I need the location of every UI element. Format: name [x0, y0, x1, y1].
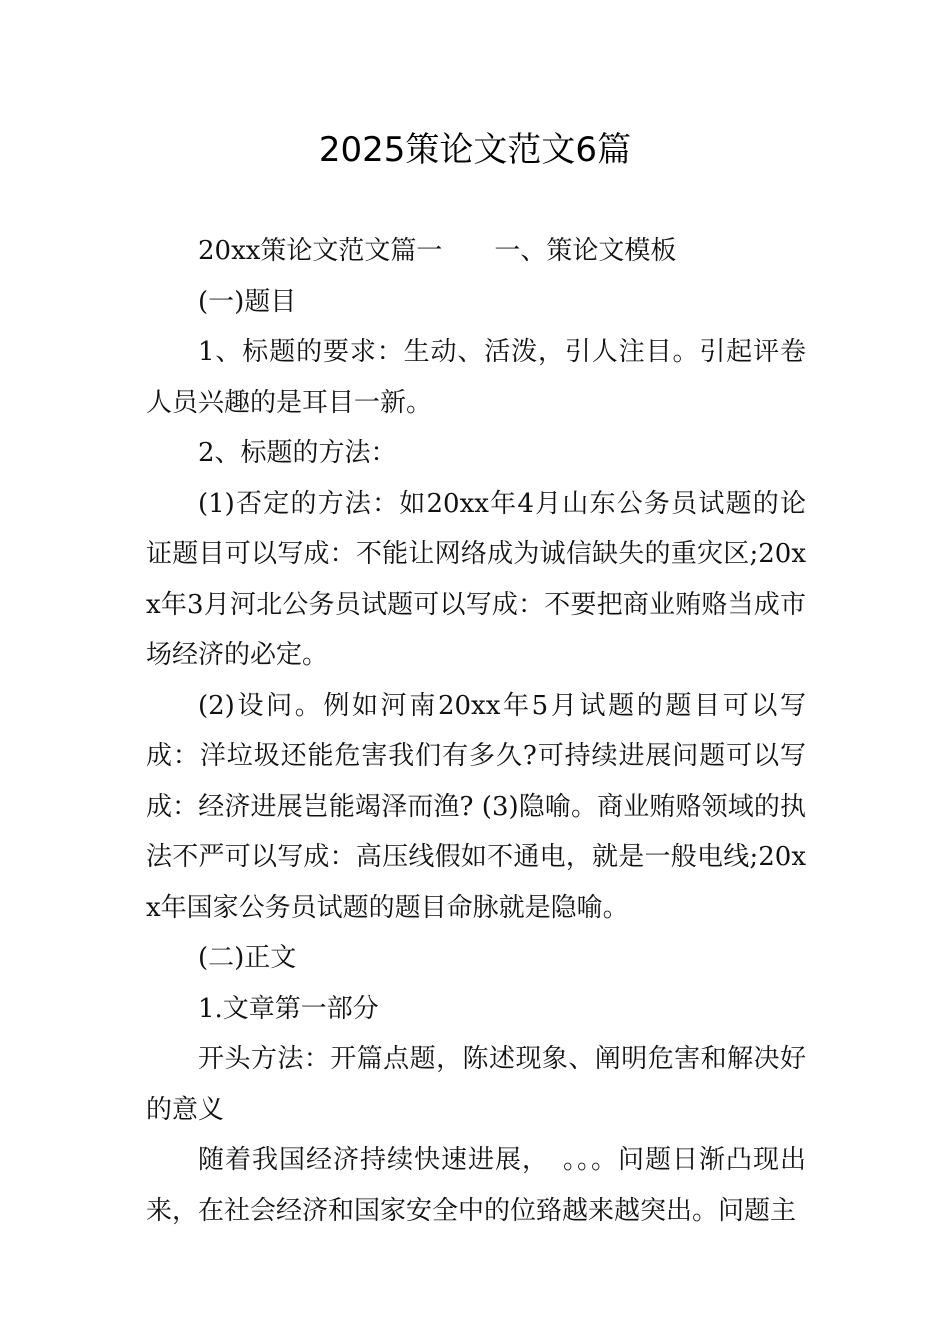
paragraph: 开头方法：开篇点题，陈述现象、阐明危害和解决好的意义: [146, 1044, 806, 1125]
paragraph: (一)题目: [198, 286, 297, 317]
paragraph: 2、标题的方法：: [198, 438, 397, 468]
document-title: 2025策论文范文6篇: [318, 130, 632, 170]
paragraph: 1、标题的要求：生动、活泼，引人注目。引起评卷人员兴趣的是耳目一新。: [146, 337, 806, 418]
paragraph: 1.文章第一部分: [198, 993, 379, 1024]
paragraph: (2)设问。例如河南20xx年5月试题的题目可以写成：洋垃圾还能危害我们有多久?可持续进展问题可以写成：经济进展岂能竭泽而渔? (3)隐喻。商业贿赂领域的执法不严可以写成：高压线假如不通电，就是一般电线;20xx年国家公务员试题的题目命脉就是隐喻。: [146, 690, 806, 923]
paragraph: 随着我国经济持续快速进展， 。。。问题日渐凸现出来，在社会经济和国家安全中的位臵越来越突出。问题主: [146, 1145, 806, 1226]
paragraph: (二)正文: [198, 943, 297, 973]
paragraph: 20xx策论文范文篇一 一、策论文模板: [198, 236, 677, 266]
paragraph: (1)否定的方法：如20xx年4月山东公务员试题的论证题目可以写成：不能让网络成为诚信缺失的重灾区;20xx年3月河北公务员试题可以写成：不要把商业贿赂当成市场经济的必定。: [146, 488, 806, 670]
document-body: [146, 226, 806, 1236]
